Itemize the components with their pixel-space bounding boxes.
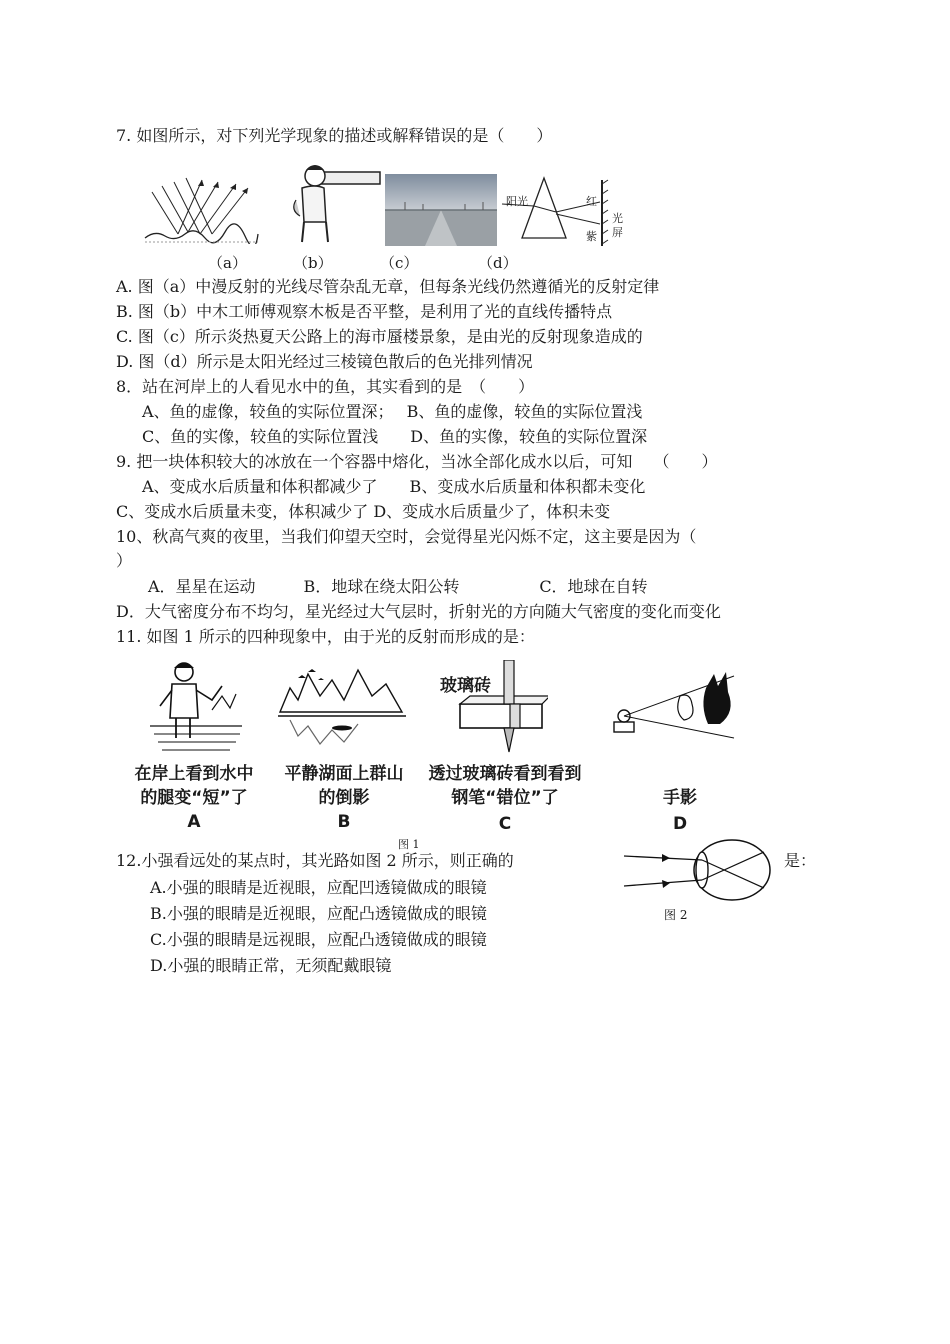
- q7-label-d: （d）: [478, 254, 518, 272]
- q7-option-c: C. 图（c）所示炎热夏天公路上的海市蜃楼景象，是由光的反射现象造成的: [116, 327, 643, 346]
- q9-stem: 9. 把一块体积较大的冰放在一个容器中熔化，当冰全部化成水以后，可知 （ ）: [116, 452, 718, 471]
- picture-a-caption-line2: 的腿变“短”了: [140, 788, 248, 808]
- q12-option-d: D.小强的眼睛正常，无须配戴眼镜: [150, 956, 392, 975]
- fig-d-red-label: 红: [586, 195, 597, 208]
- q10-options-row2: D．大气密度分布不均匀，星光经过大气层时，折射光的方向随大气密度的变化而变化: [116, 602, 721, 621]
- picture-c-letter: C: [498, 814, 512, 834]
- eye-light-path-figure: [622, 832, 774, 904]
- q10-stem: 10、秋高气爽的夜里，当我们仰望天空时，会觉得星光闪烁不定，这主要是因为（: [116, 527, 697, 546]
- diffuse-reflection-figure: [140, 172, 260, 244]
- hand-shadow-picture: [610, 672, 746, 742]
- picture-d-letter: D: [672, 814, 688, 834]
- picture-c-caption-line1: 透过玻璃砖看到看到: [428, 764, 582, 784]
- glass-brick-label: 玻璃砖: [440, 676, 491, 696]
- picture-b-caption-line1: 平静湖面上群山: [284, 764, 404, 784]
- picture-b-letter: B: [337, 812, 351, 832]
- q12-option-c: C.小强的眼睛是远视眼，应配凸透镜做成的眼镜: [150, 930, 487, 949]
- q7-label-b: （b）: [293, 254, 333, 272]
- q7-option-b: B. 图（b）中木工师傅观察木板是否平整，是利用了光的直线传播特点: [116, 302, 613, 321]
- q7-stem: 7. 如图所示，对下列光学现象的描述或解释错误的是（ ）: [116, 126, 553, 145]
- figure-1-caption: 图 1: [398, 838, 420, 851]
- q8-options-row2: C、鱼的实像，较鱼的实际位置浅 D、鱼的实像，较鱼的实际位置深: [142, 427, 648, 446]
- q7-option-d: D. 图（d）所示是太阳光经过三棱镜色散后的色光排列情况: [116, 352, 533, 371]
- fig-d-screen-label-1: 光: [612, 212, 623, 225]
- carpenter-figure: [282, 160, 382, 244]
- q8-stem: 8．站在河岸上的人看见水中的鱼，其实看到的是 （ ）: [116, 377, 535, 396]
- q12-option-a: A.小强的眼睛是近视眼，应配凹透镜做成的眼镜: [150, 878, 487, 897]
- mirage-road-photo: [385, 174, 497, 246]
- q7-label-a: （a）: [208, 254, 247, 272]
- q9-options-row2: C、变成水后质量未变，体积减少了 D、变成水后质量少了，体积未变: [116, 502, 611, 521]
- picture-a-caption-line1: 在岸上看到水中: [134, 764, 254, 784]
- q12-option-b: B.小强的眼睛是近视眼，应配凸透镜做成的眼镜: [150, 904, 487, 923]
- q7-label-c: （c）: [380, 254, 419, 272]
- q7-option-a: A. 图（a）中漫反射的光线尽管杂乱无章，但每条光线仍然遵循光的反射定律: [116, 277, 660, 296]
- q8-options-row1: A、鱼的虚像，较鱼的实际位置深； B、鱼的虚像，较鱼的实际位置浅: [142, 402, 643, 421]
- fig-d-screen-label-2: 屏: [612, 226, 623, 239]
- picture-d-caption: 手影: [663, 788, 697, 808]
- mountain-reflection-picture: [278, 660, 406, 758]
- q9-options-row1: A、变成水后质量和体积都减少了 B、变成水后质量和体积都未变化: [142, 477, 646, 496]
- glass-brick-pen-picture: [452, 660, 548, 758]
- prism-dispersion-figure: [500, 172, 620, 250]
- q12-stem-end: 是：: [784, 851, 817, 870]
- picture-c-caption-line2: 钢笔“错位”了: [451, 788, 559, 808]
- picture-a-letter: A: [187, 812, 201, 832]
- q12-stem: 12.小强看远处的某点时，其光路如图 2 所示，则正确的: [116, 851, 514, 870]
- picture-b-caption-line2: 的倒影: [318, 788, 370, 808]
- fig-d-sun-label: 阳光: [506, 195, 528, 208]
- leg-in-water-picture: [150, 660, 246, 758]
- q10-stem-continued: ）: [116, 551, 133, 570]
- figure-2-caption: 图 2: [664, 908, 688, 922]
- q10-options-row1: A．星星在运动 B．地球在绕太阳公转 C．地球在自转: [148, 577, 648, 596]
- fig-d-violet-label: 紫: [586, 230, 597, 243]
- q11-stem: 11. 如图 1 所示的四种现象中，由于光的反射而形成的是：: [116, 627, 535, 646]
